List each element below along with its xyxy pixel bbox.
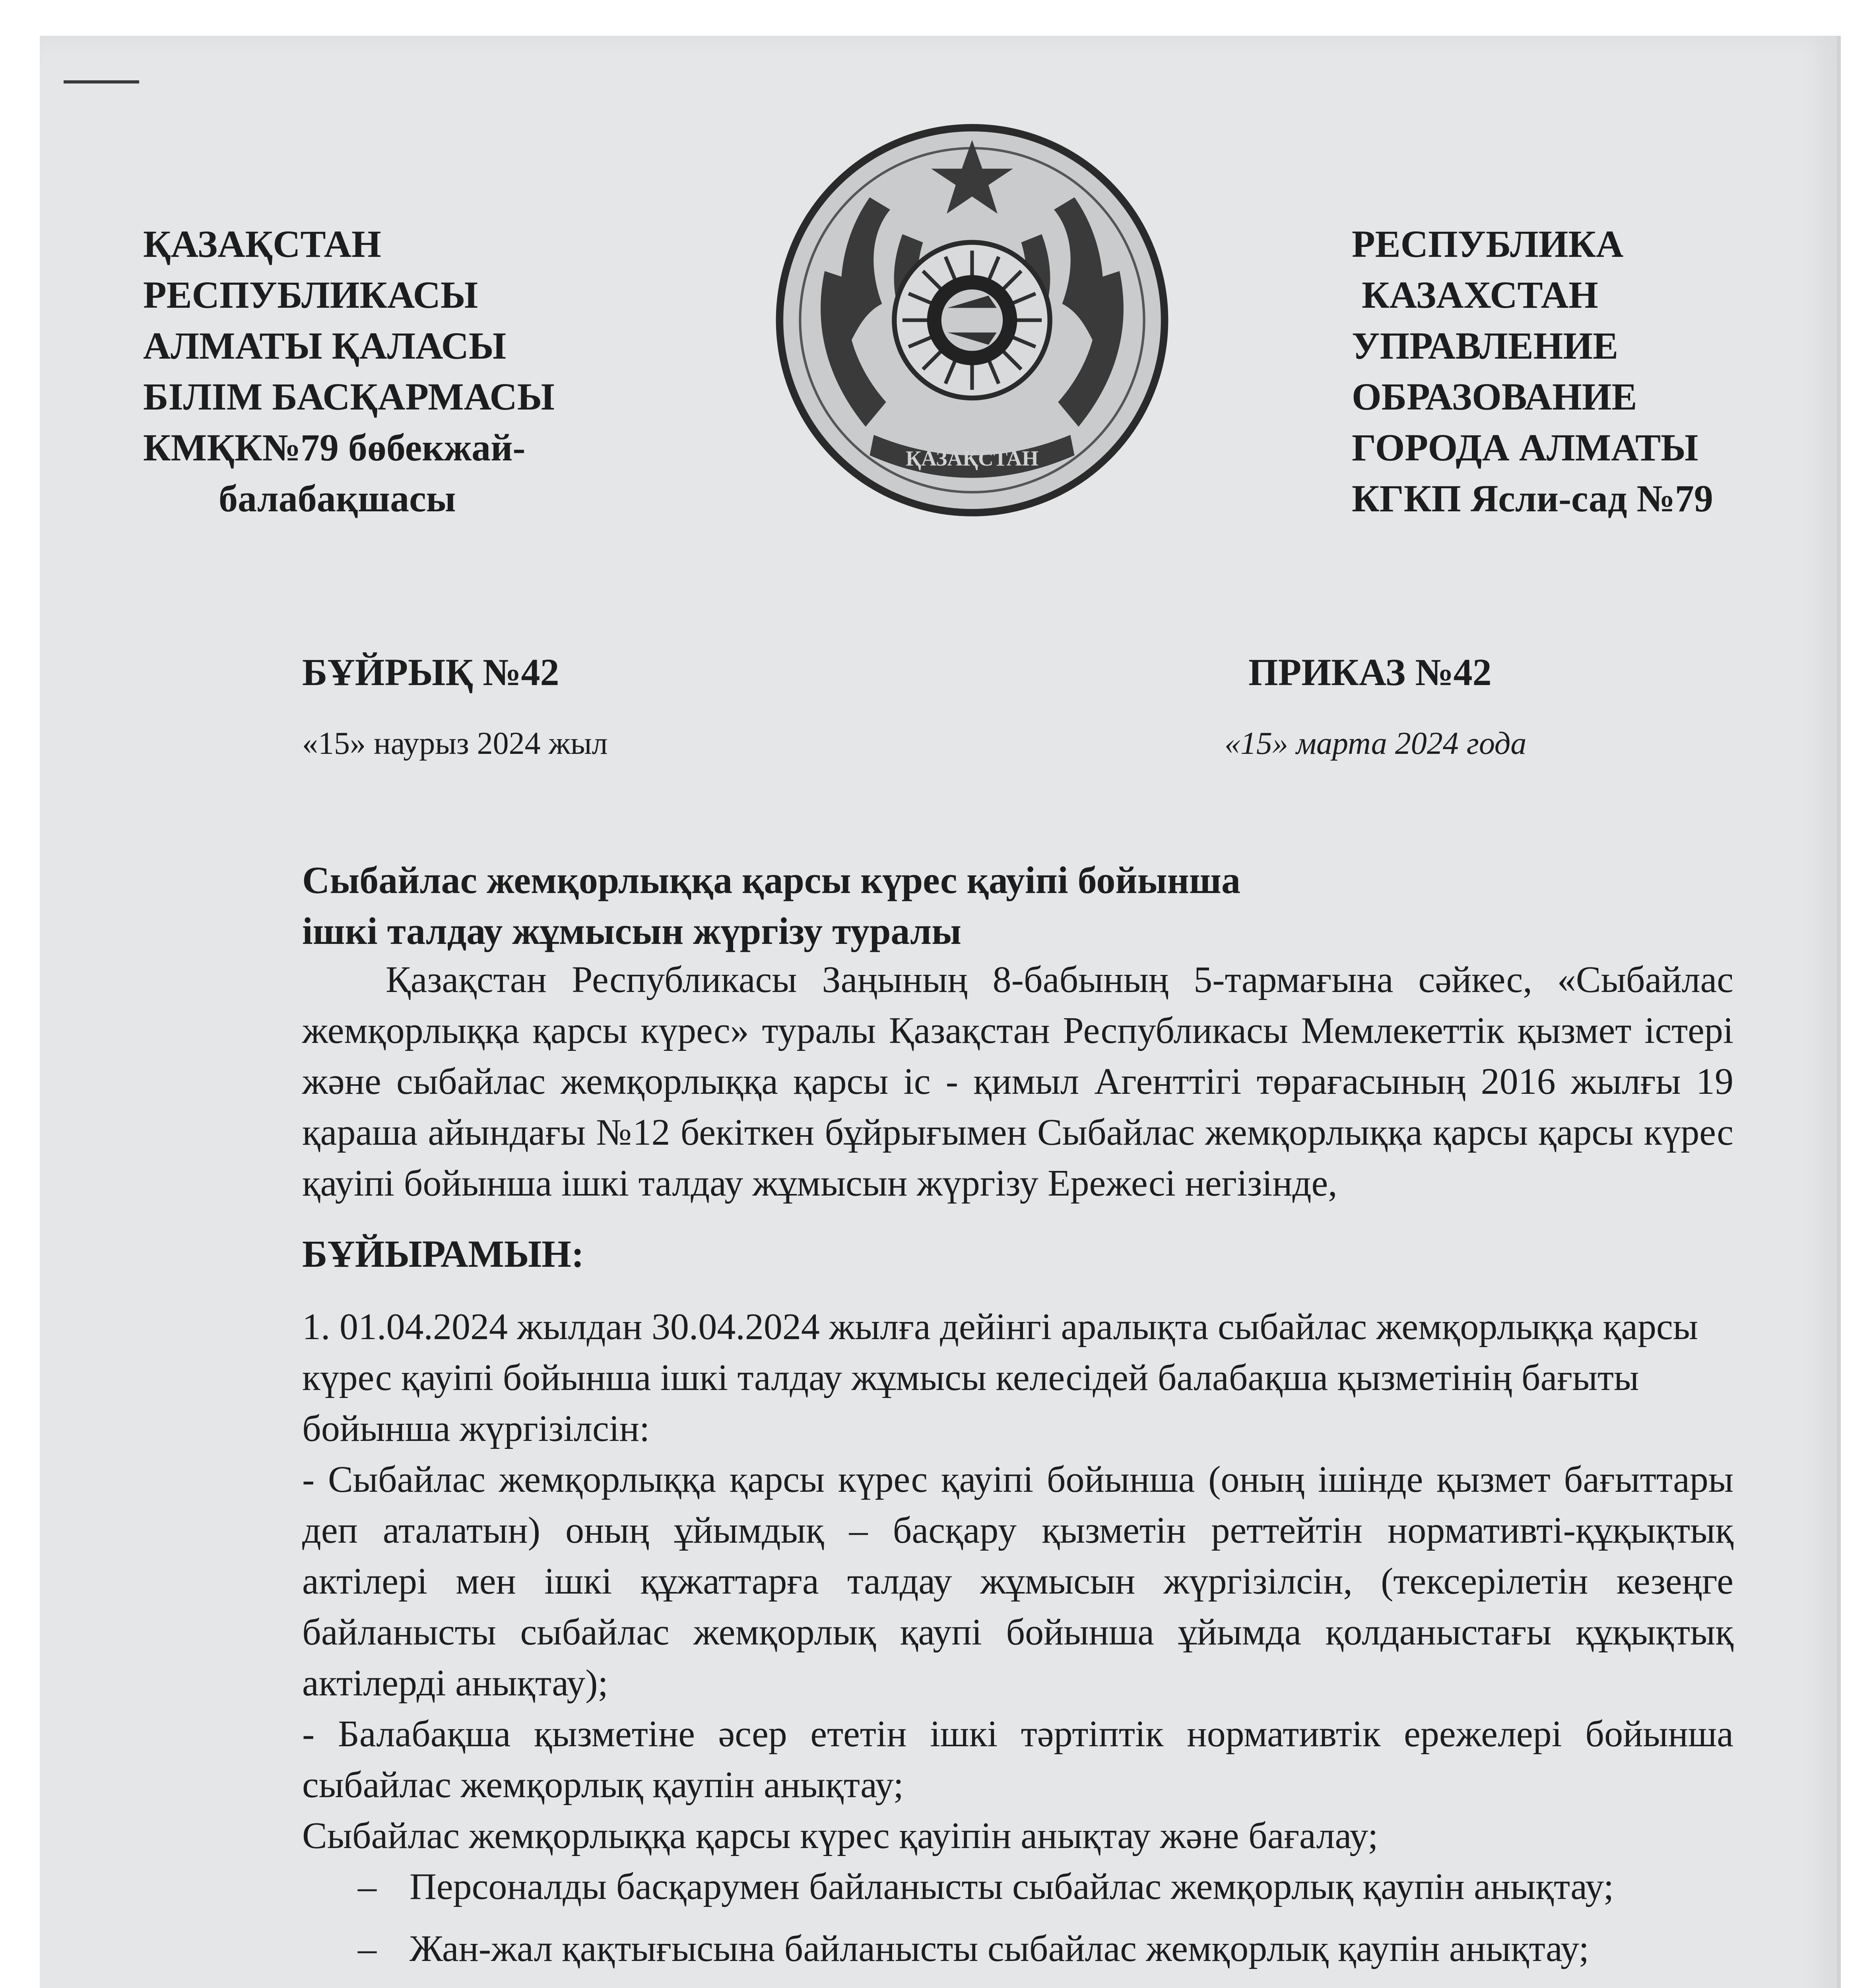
- header-left-kazakh: [143, 219, 555, 524]
- order-number-ru: ПРИКАЗ №42: [1248, 651, 1492, 693]
- paragraph-c: Сыбайлас жемқорлыққа қарсы күрес қауіпін анықтау және бағалау;: [302, 1815, 1378, 1856]
- header-right-russian: [1352, 219, 1713, 524]
- header-right-line: РЕСПУБЛИКА: [1352, 223, 1624, 265]
- order-date-ru: «15» марта 2024 года: [1225, 726, 1527, 761]
- list-item: [302, 1923, 1733, 1974]
- document-body: [302, 954, 1733, 1988]
- command-heading: БҰЙЫРАМЫН:: [302, 1233, 584, 1275]
- list-item-text: Персоналды басқарумен байланысты сыбайлас жемқорлық қаупін анықтау;: [410, 1866, 1614, 1907]
- header-left-line: ҚАЗАҚСТАН: [143, 223, 381, 265]
- state-emblem-icon: [767, 115, 1177, 517]
- header-right-line: УПРАВЛЕНИЕ: [1352, 324, 1619, 367]
- order-date-kk: «15» наурыз 2024 жыл: [302, 726, 608, 761]
- title-line: ішкі талдау жұмысын жүргізу туралы: [302, 910, 962, 952]
- list-dash: –: [358, 1866, 377, 1907]
- emblem-banner-text: ҚАЗАҚСТАН: [906, 446, 1038, 470]
- risk-list: [302, 1861, 1733, 1988]
- preamble-paragraph: Қазақстан Республикасы Заңының 8-бабының 5-тармағына сәйкес, «Сыбайлас жемқорлыққа қарсы күрес» туралы Қазақстан Республикасы Мемлекеттік қызмет істері және сыбайлас жемқорлыққа қарсы іс - қимыл Агенттігі төрағасының 2016 жылғы 19 қараша айындағы №12 бекіткен бұйрығымен Сыбайлас жемқорлыққа қарсы қарсы күрес қауіпі бойынша ішкі талдау жұмысын жүргізу Ережесі негізінде,: [302, 959, 1733, 1204]
- header-left-line: РЕСПУБЛИКАСЫ: [143, 274, 478, 316]
- header-left-line: БІЛІМ БАСҚАРМАСЫ: [143, 375, 555, 418]
- title-line: Сыбайлас жемқорлыққа қарсы күрес қауіпі бойынша: [302, 859, 1240, 901]
- list-dash: [358, 1985, 377, 1988]
- header-left-line: КМҚК№79 бөбекжай-: [143, 426, 526, 469]
- header-right-line: КГКП Ясли-сад №79: [1352, 477, 1713, 520]
- list-item: [302, 1861, 1733, 1912]
- item-1: 1. 01.04.2024 жылдан 30.04.2024 жылға дейінгі аралықта сыбайлас жемқорлыққа қарсы күрес қауіпі бойынша ішкі талдау жұмысы келесідей балабақша қызметінің бағыты бойынша жүргізілсін:: [302, 1306, 1698, 1449]
- header-right-line: ГОРОДА АЛМАТЫ: [1352, 426, 1698, 469]
- list-dash: –: [358, 1928, 377, 1969]
- order-number-kk: БҰЙРЫҚ №42: [302, 651, 559, 693]
- paragraph-a: - Сыбайлас жемқорлыққа қарсы күрес қауіпі бойынша (оның ішінде қызмет бағыттары деп аталатын) оның ұйымдық – басқару қызметін реттейтін нормативті-құқықтық актілері мен ішкі құжаттарға талдау жұмысын жүргізілсін, (тексерілетін кезеңге байланысты сыбайлас жемқорлық қаупі бойынша ұйымда қолданыстағы құқықтық актілерді анықтау);: [302, 1459, 1733, 1704]
- order-items: [302, 1301, 1733, 1988]
- header-right-line: ОБРАЗОВАНИЕ: [1352, 375, 1637, 418]
- document-page: [40, 36, 1841, 1988]
- header-left-line: балабақшасы: [219, 477, 456, 520]
- scan-mark: [64, 80, 139, 83]
- paragraph-b: - Балабақша қызметіне әсер ететін ішкі тәртіптік нормативтік ережелері бойынша сыбайлас жемқорлық қаупін анықтау;: [302, 1713, 1733, 1806]
- header-right-line: КАЗАХСТАН: [1362, 274, 1598, 316]
- document-title: [302, 855, 1240, 957]
- header-left-line: АЛМАТЫ ҚАЛАСЫ: [143, 324, 507, 367]
- list-item-text: Жан-жал қақтығысына байланысты сыбайлас жемқорлық қаупін анықтау;: [410, 1928, 1589, 1969]
- list-item: [302, 1985, 1733, 1988]
